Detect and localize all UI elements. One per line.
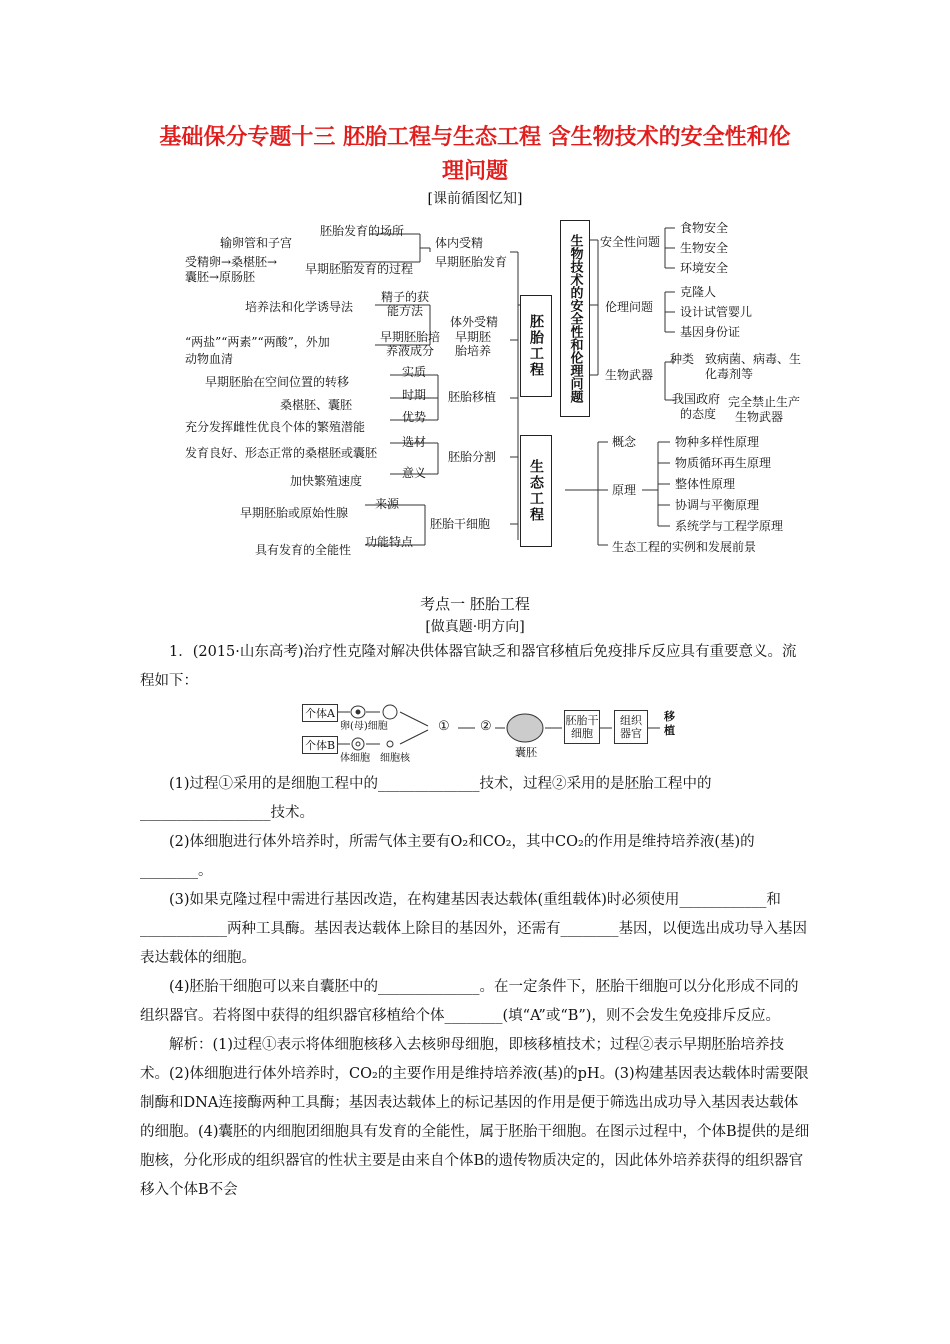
label-select: 选材 bbox=[402, 435, 427, 449]
label-p5: 系统学与工程学原理 bbox=[675, 519, 784, 533]
label-kind: 种类 bbox=[670, 352, 695, 366]
flow-diagram bbox=[300, 698, 700, 768]
label-weapon: 生物武器 bbox=[605, 368, 654, 382]
concept-map bbox=[180, 210, 820, 570]
flow-step-2: ② bbox=[480, 719, 492, 734]
label-time-val: 桑椹胚、囊胚 bbox=[280, 398, 353, 412]
label-food: 食物安全 bbox=[680, 221, 729, 235]
label-kind-val1: 致病菌、病毒、生 bbox=[705, 352, 802, 366]
label-feature: 功能特点 bbox=[365, 535, 414, 549]
flow-blastocyst-label: 囊胚 bbox=[515, 746, 537, 759]
tissue-organ-box: 组织器官 bbox=[614, 710, 648, 744]
label-gov-val2: 生物武器 bbox=[735, 410, 784, 424]
label-principle: 原理 bbox=[612, 483, 637, 497]
label-essence-val: 早期胚胎在空间位置的转移 bbox=[205, 375, 350, 389]
label-adv-val: 充分发挥雌性优良个体的繁殖潜能 bbox=[185, 420, 366, 434]
label-dev-site-val: 输卵管和子宫 bbox=[220, 236, 293, 250]
biotech-safety-box: 生物技术的安全性和伦理问题 bbox=[560, 220, 590, 417]
label-in-vivo: 体内受精 bbox=[435, 236, 484, 250]
label-p1: 物种多样性原理 bbox=[675, 435, 760, 449]
label-in-vitro: 体外受精 bbox=[450, 315, 499, 329]
section-heading: 考点一 胚胎工程 bbox=[420, 595, 530, 613]
label-p3: 整体性原理 bbox=[675, 477, 736, 491]
label-adv: 优势 bbox=[402, 410, 427, 424]
embryonic-stem-cell-box: 胚胎干细胞 bbox=[564, 710, 600, 744]
label-early-process: 早期胚胎发育的过程 bbox=[305, 262, 414, 276]
flow-body-label: 体细胞 bbox=[340, 753, 370, 764]
label-ivf: 设计试管婴儿 bbox=[680, 305, 753, 319]
label-select-val: 发育良好、形态正常的桑椹胚或囊胚 bbox=[185, 446, 378, 460]
question-3: (3)如果克隆过程中需进行基因改造，在构建基因表达载体(重组载体)时必须使用____________和____________两种工具酶。基因表达载体上除目的基因外，还需有________基因，以便选出成功导入基因表达载体的细胞。 bbox=[140, 892, 807, 966]
label-stem: 胚胎干细胞 bbox=[430, 517, 491, 531]
label-transfer: 胚胎移植 bbox=[448, 390, 497, 404]
label-kind-val2: 化毒剂等 bbox=[705, 367, 754, 381]
answer-explanation: 解析：(1)过程①表示将体细胞核移入去核卵母细胞，即核移植技术；过程②表示早期胚胎培养技术。(2)体细胞进行体外培养时，CO₂的主要作用是维持培养液(基)的pH。(3)构建基因表达载体时需要限制酶和DNA连接酶两种工具酶；基因表达载体上的标记基因的作用是便于筛选出成功导入基因表达载体的细胞。(4)囊胚的内细胞团细胞具有发育的全能性，属于胚胎干细胞。在图示过程中，个体B提供的是细胞核，分化形成的组织器官的性状主要是由来自个体B的遗传物质决定的，因此体外培养获得的组织器官移入个体B不会 bbox=[140, 1037, 810, 1198]
label-proc1: 受精卵→桑椹胚→ bbox=[185, 255, 278, 269]
label-early-dev: 早期胚胎发育 bbox=[435, 255, 508, 269]
label-bio: 生物安全 bbox=[680, 241, 729, 255]
page-title bbox=[140, 120, 810, 188]
subtitle: [课前循图忆知] bbox=[427, 191, 523, 207]
eco-engineering-box: 生态工程 bbox=[520, 435, 552, 547]
label-gov1: 我国政府 bbox=[672, 392, 721, 406]
label-source-val: 早期胚胎或原始性腺 bbox=[240, 506, 349, 520]
question-body bbox=[140, 770, 810, 1205]
label-gov2: 的态度 bbox=[680, 407, 717, 421]
label-prospect: 生态工程的实例和发展前景 bbox=[612, 540, 757, 554]
embryo-engineering-box: 胚胎工程 bbox=[520, 295, 552, 397]
label-dev-site: 胚胎发育的场所 bbox=[320, 224, 405, 238]
flow-nucleus-label: 细胞核 bbox=[380, 753, 410, 764]
flow-egg-label: 卵(母)细胞 bbox=[340, 721, 388, 732]
label-clone: 克隆人 bbox=[680, 285, 717, 299]
label-ethics: 伦理问题 bbox=[605, 300, 654, 314]
label-p4: 协调与平衡原理 bbox=[675, 498, 760, 512]
section-subheading: [做真题·明方向] bbox=[425, 619, 525, 635]
flow-transplant-label: 移植 bbox=[664, 710, 675, 737]
label-culture-val1: “两盐”“两素”“两酸”，外加 bbox=[185, 335, 330, 349]
label-sperm-val: 培养法和化学诱导法 bbox=[245, 300, 354, 314]
label-env: 环境安全 bbox=[680, 261, 729, 275]
label-split: 胚胎分割 bbox=[448, 450, 497, 464]
question-2: (2)体细胞进行体外培养时，所需气体主要有O₂和CO₂，其中CO₂的作用是维持培养液(基)的________。 bbox=[140, 834, 755, 879]
label-feature-val: 具有发育的全能性 bbox=[255, 543, 352, 557]
label-proc2: 囊胚→原肠胚 bbox=[185, 270, 256, 284]
label-sperm: 精子的获能方法 bbox=[380, 290, 429, 318]
label-culture-val2: 动物血清 bbox=[185, 352, 234, 366]
individual-a-box: 个体A bbox=[302, 704, 338, 722]
label-culture-liq: 早期胚胎培养液成分 bbox=[380, 330, 441, 358]
label-essence: 实质 bbox=[402, 365, 427, 379]
title-line-1: 基础保分专题十三 胚胎工程与生态工程 含生物技术的安全性和伦 bbox=[159, 124, 791, 150]
flow-step-1: ① bbox=[438, 719, 450, 734]
label-meaning: 意义 bbox=[402, 466, 427, 480]
question-intro bbox=[140, 638, 810, 696]
label-time: 时期 bbox=[402, 388, 427, 402]
label-safety: 安全性问题 bbox=[600, 235, 661, 249]
label-source: 来源 bbox=[375, 497, 400, 511]
label-concept: 概念 bbox=[612, 435, 637, 449]
label-p2: 物质循环再生原理 bbox=[675, 456, 772, 470]
label-gene-id: 基因身份证 bbox=[680, 325, 741, 339]
question-1: (1)过程①采用的是细胞工程中的______________技术，过程②采用的是胚胎工程中的__________________技术。 bbox=[140, 776, 712, 821]
question-4: (4)胚胎干细胞可以来自囊胚中的______________。在一定条件下，胚胎干细胞可以分化形成不同的组织器官。若将图中获得的组织器官移植给个体________(填“A”或“B”)，则不会发生免疫排斥反应。 bbox=[140, 979, 799, 1024]
individual-b-box: 个体B bbox=[302, 736, 338, 754]
question-intro-text: 1．(2015·山东高考)治疗性克隆对解决供体器官缺乏和器官移植后免疫排斥反应具有重要意义。流程如下： bbox=[140, 644, 797, 689]
label-gov-val1: 完全禁止生产 bbox=[728, 395, 801, 409]
label-meaning-val: 加快繁殖速度 bbox=[290, 474, 363, 488]
label-early-culture: 早期胚胎培养 bbox=[455, 330, 492, 358]
title-line-2: 理问题 bbox=[441, 158, 508, 184]
